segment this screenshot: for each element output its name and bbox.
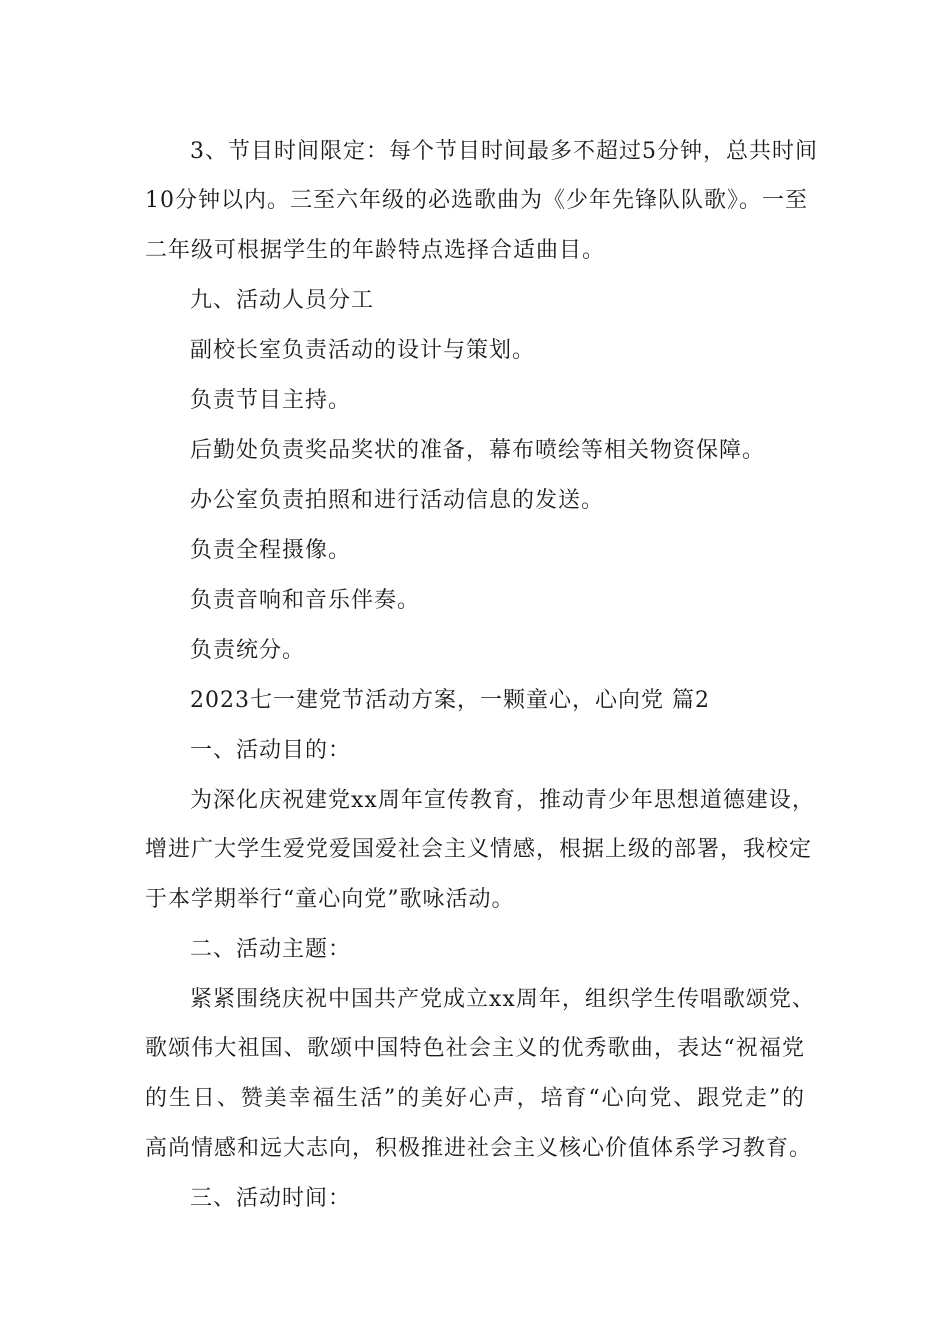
paragraph-line: 于本学期举行“童心向党”歌咏活动。 [145, 887, 515, 912]
paragraph-line: 歌颂伟大祖国、歌颂中国特色社会主义的优秀歌曲，表达“祝福党 [145, 1036, 805, 1061]
section-heading: 二、活动主题： [190, 937, 352, 962]
paragraph-line: 紧紧围绕庆祝中国共产党成立xx周年，组织学生传唱歌颂党、 [190, 987, 815, 1012]
document-title: 2023七一建党节活动方案，一颗童心，心向党 篇2 [190, 688, 710, 713]
paragraph-line: 3、节目时间限定：每个节目时间最多不超过5分钟，总共时间 [190, 139, 818, 164]
paragraph-line: 10分钟以内。三至六年级的必选歌曲为《少年先锋队队歌》。一至 [145, 188, 808, 213]
paragraph-line: 负责全程摄像。 [190, 538, 352, 563]
paragraph-line: 后勤处负责奖品奖状的准备，幕布喷绘等相关物资保障。 [190, 438, 766, 463]
paragraph-line: 增进广大学生爱党爱国爱社会主义情感，根据上级的部署，我校定 [145, 837, 813, 862]
paragraph-line: 的生日、赞美幸福生活”的美好心声，培育“心向党、跟党走”的 [145, 1086, 805, 1111]
paragraph-line: 为深化庆祝建党xx周年宣传教育，推动青少年思想道德建设， [190, 788, 815, 813]
section-heading: 九、活动人员分工 [190, 288, 375, 313]
paragraph-line: 负责音响和音乐伴奏。 [190, 588, 421, 613]
paragraph-line: 负责节目主持。 [190, 388, 352, 413]
paragraph-line: 高尚情感和远大志向，积极推进社会主义核心价值体系学习教育。 [145, 1136, 813, 1161]
paragraph-line: 办公室负责拍照和进行活动信息的发送。 [190, 488, 605, 513]
paragraph-line: 二年级可根据学生的年龄特点选择合适曲目。 [145, 238, 606, 263]
paragraph-line: 负责统分。 [190, 638, 306, 663]
paragraph-line: 副校长室负责活动的设计与策划。 [190, 338, 536, 363]
section-heading: 三、活动时间： [190, 1186, 352, 1211]
section-heading: 一、活动目的： [190, 738, 352, 763]
